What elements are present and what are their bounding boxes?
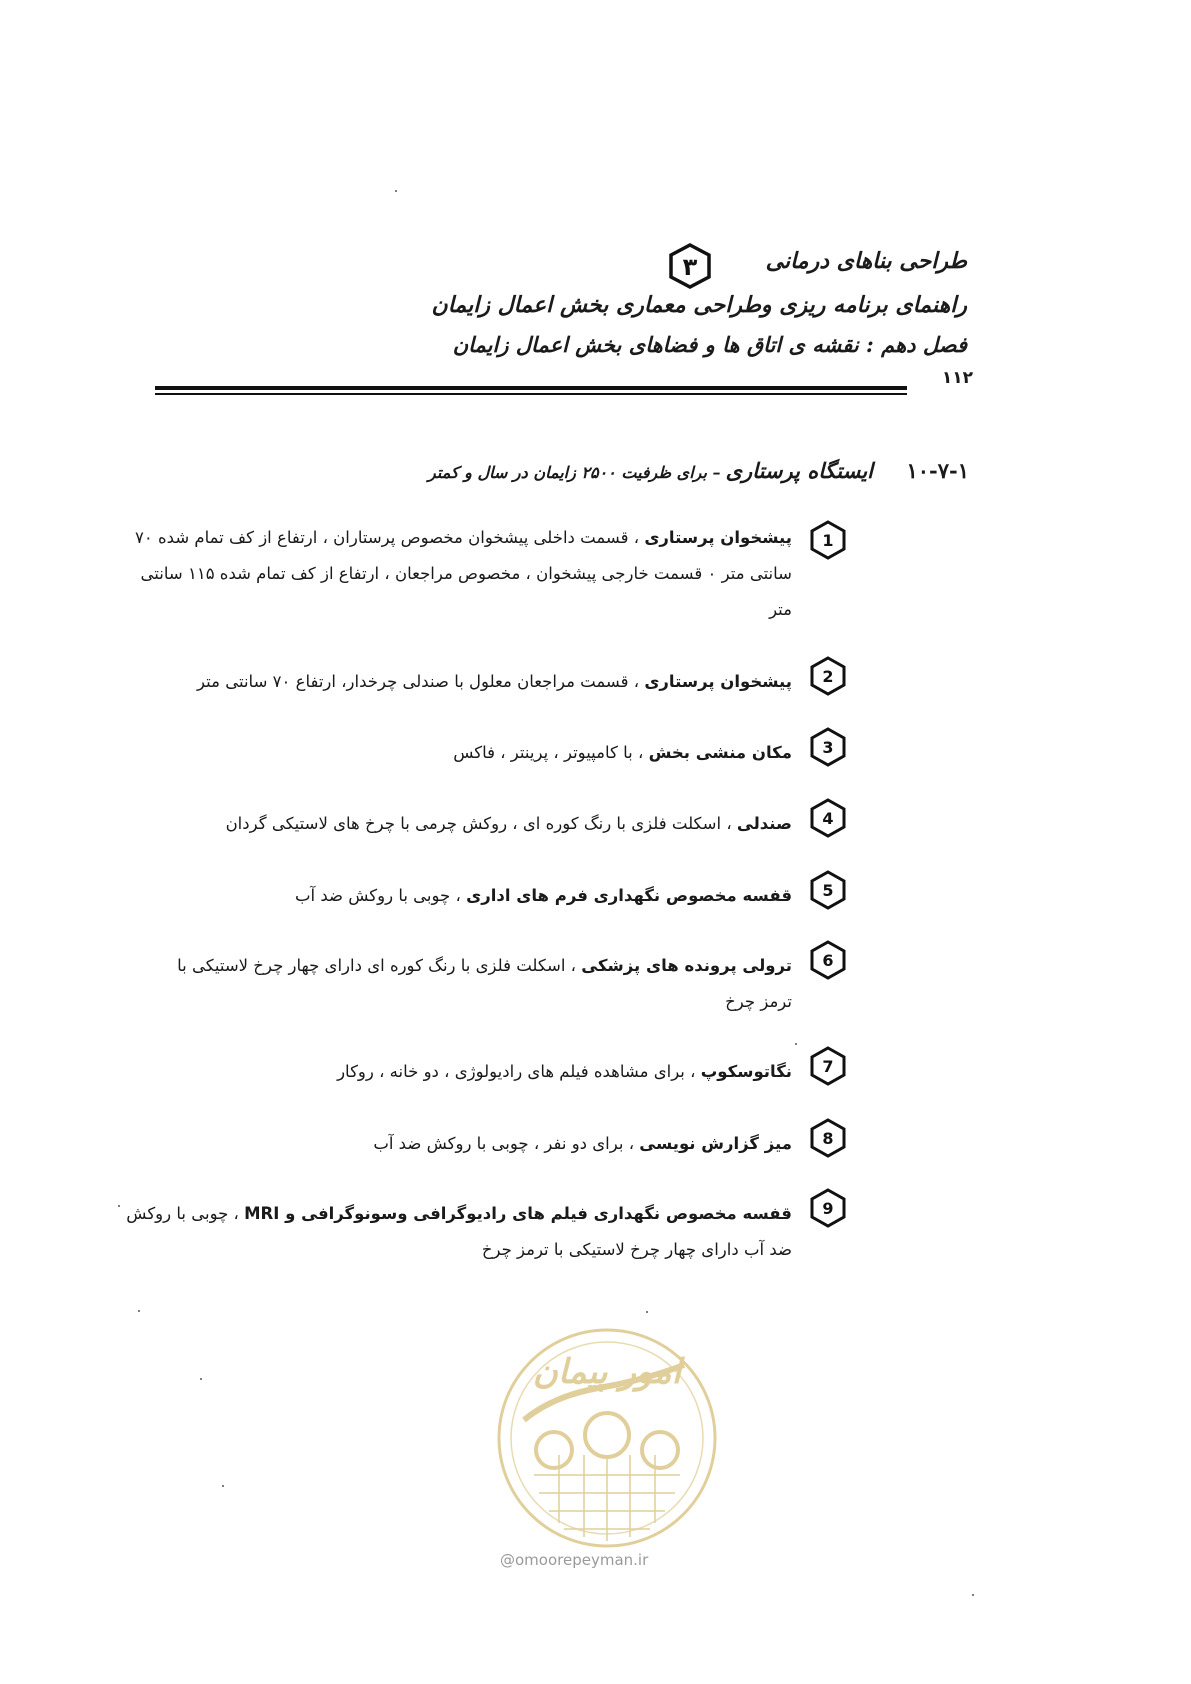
item-description: ، اسکلت فلزی با رنگ کوره ای دارای چهار چرخ لاستیکی با ترمز چرخ [177,956,792,1011]
hexagon-icon [808,940,848,980]
item-term: صندلی [736,814,792,833]
scan-speck [200,1378,202,1380]
scan-speck [795,1043,797,1045]
item-number-badge [808,1118,848,1158]
item-text [152,806,792,842]
item-number-badge [808,870,848,910]
svg-text:7: 7 [822,1057,834,1076]
section-title-main: ایستگاه پرستاری [725,458,873,483]
watermark-text: @omoorepeyman.ir [500,1551,649,1569]
svg-text:4: 4 [822,809,834,828]
chapter-title: فصل دهم : نقشه ی اتاق ها و فضاهای بخش اعمال زایمان [452,332,967,357]
hexagon-icon [808,656,848,696]
item-number-badge [808,656,848,696]
item-text [192,1054,792,1090]
scan-speck [395,190,397,192]
item-text [192,878,792,914]
item-term: مکان منشی بخش [648,743,792,762]
svg-text:9: 9 [822,1199,834,1218]
item-description: ، چوبی با روکش ضد آب دارای چهار چرخ لاستیکی با ترمز چرخ [126,1204,792,1259]
svg-text:1: 1 [822,531,834,550]
omoor-peyman-stamp-logo [494,1325,720,1551]
item-description: ، با کامپیوتر ، پرینتر ، فاکس [453,743,649,762]
item-description: ، قسمت مراجعان معلول با صندلی چرخدار، ارتفاع ۷۰ سانتی متر [197,672,645,691]
hexagon-icon [808,520,848,560]
item-description: ، چوبی با روکش ضد آب [294,886,467,905]
item-term: قفسه مخصوص نگهداری فرم های اداری [466,886,792,905]
item-description: ، اسکلت فلزی با رنگ کوره ای ، روکش چرمی با چرخ های لاستیکی گردان [225,814,737,833]
hexagon-icon [808,870,848,910]
section-title [253,458,873,483]
item-text [152,948,792,1020]
item-number-badge [808,727,848,767]
svg-text:3: 3 [822,738,834,757]
item-number-badge [808,1046,848,1086]
scan-speck [646,1311,648,1313]
scan-speck [222,1485,224,1487]
item-term: پیشخوان پرستاری [644,672,792,691]
hexagon-icon [808,1188,848,1228]
volume-hexagon [666,242,714,290]
item-text [192,1126,792,1162]
item-description: ، برای دو نفر ، چوبی با روکش ضد آب [373,1134,640,1153]
book-subtitle: راهنمای برنامه ریزی وطراحی معماری بخش اعمال زایمان [431,292,967,318]
item-number-badge [808,520,848,560]
item-description: ، برای مشاهده فیلم های رادیولوژی ، دو خانه ، روکار [337,1062,701,1081]
stamp-text: امور پیمان [532,1352,682,1392]
item-text [102,1196,792,1268]
svg-text:6: 6 [822,951,834,970]
section-number: ۱۰-۷-۱ [906,458,969,483]
item-term: پیشخوان پرستاری [644,528,792,547]
svg-text:8: 8 [822,1129,834,1148]
item-description: ، قسمت داخلی پیشخوان مخصوص پرستاران ، ارتفاع از کف تمام شده ۷۰ سانتی متر ۰ قسمت خارجی پیشخوان ، مخصوص مراجعان ، ارتفاع از کف تمام شده ۱۱۵ سانتی متر [135,528,792,619]
page-number: ۱۱۲ [941,368,973,388]
book-title: طراحی بناهای درمانی [765,248,967,274]
item-term: قفسه مخصوص نگهداری فیلم های رادیوگرافی وسونوگرافی و MRI [244,1204,792,1223]
item-term: نگاتوسکوپ [700,1062,792,1081]
item-text [192,735,792,771]
scan-speck [972,1594,974,1596]
item-text [192,664,792,700]
item-number-badge [808,940,848,980]
scan-speck [118,1205,120,1207]
header-rule [155,386,907,390]
hexagon-icon [808,1046,848,1086]
item-term: ترولی پرونده های پزشکی [581,956,792,975]
hexagon-icon [808,1118,848,1158]
section-title-sub: – برای ظرفیت ۲۵۰۰ زایمان در سال و کمتر [428,463,721,482]
item-number-badge [808,1188,848,1228]
item-number-badge [808,798,848,838]
item-text [122,520,792,628]
svg-text:2: 2 [822,667,834,686]
header-rule-thin [155,393,907,395]
volume-number: ۳ [682,253,698,281]
scan-speck [138,1310,140,1312]
hexagon-icon [808,727,848,767]
item-term: میز گزارش نویسی [639,1134,792,1153]
svg-text:5: 5 [822,881,834,900]
hexagon-icon [808,798,848,838]
